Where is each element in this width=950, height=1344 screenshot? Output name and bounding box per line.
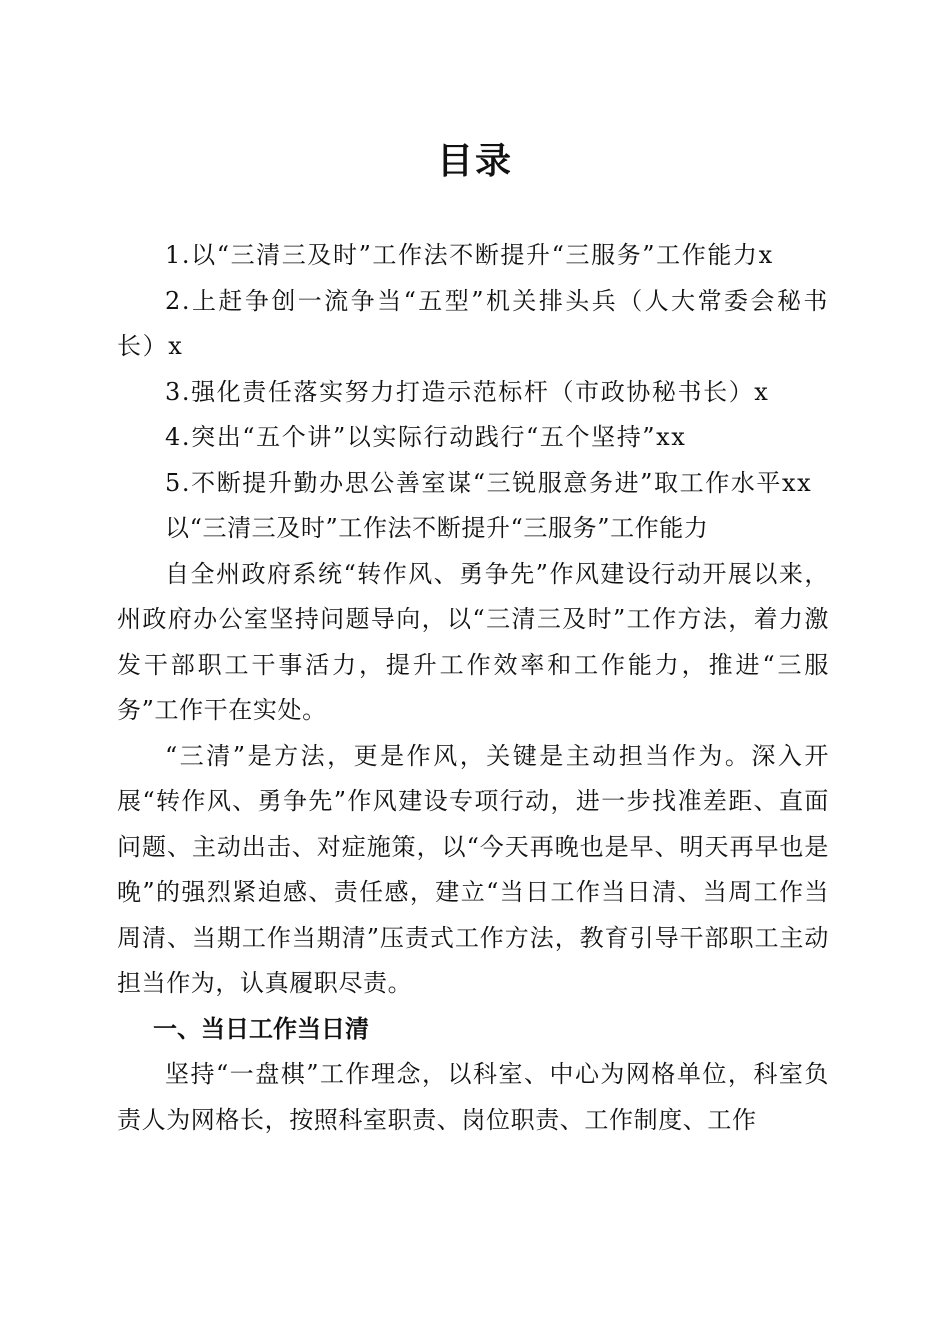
toc-item: 1.以“三清三及时”工作法不断提升“三服务”工作能力x [165, 241, 774, 269]
section-paragraph: 坚持“一盘棋”工作理念，以科室、中心为网格单位，科室负责人为网格长，按照科室职责、岗位职责、工作制度、工作 [117, 1060, 829, 1134]
document-title: 目录 [436, 141, 513, 182]
article-title: 以“三清三及时”工作法不断提升“三服务”工作能力 [165, 514, 709, 542]
toc-item: 3.强化责任落实努力打造示范标杆（市政协秘书长）x [165, 377, 770, 406]
section-heading: 一、当日工作当日清 [153, 1014, 369, 1043]
toc-item: 5.不断提升勤办思公善室谋“三锐服意务进”取工作水平xx [165, 468, 813, 497]
toc-item: 2.上赶争创一流争当“五型”机关排头兵（人大常委会秘书长）x [117, 286, 829, 360]
body-paragraph: 自全州政府系统“转作风、勇争先”作风建设行动开展以来，州政府办公室坚持问题导向，以“三清三及时”工作方法，着力激发干部职工干事活力，提升工作效率和工作能力，推进“三服务”工作干在实处。 [117, 559, 829, 724]
body-paragraph: “三清”是方法，更是作风，关键是主动担当作为。深入开展“转作风、勇争先”作风建设专项行动，进一步找准差距、直面问题、主动出击、对症施策，以“今天再晚也是早、明天再早也是晚”的强烈紧迫感、责任感，建立“当日工作当日清、当周工作当周清、当期工作当期清”压责式工作方法，教育引导干部职工主动担当作为，认真履职尽责。 [117, 741, 829, 997]
toc-item: 4.突出“五个讲”以实际行动践行“五个坚持”xx [165, 423, 687, 451]
document-body [117, 233, 829, 1143]
